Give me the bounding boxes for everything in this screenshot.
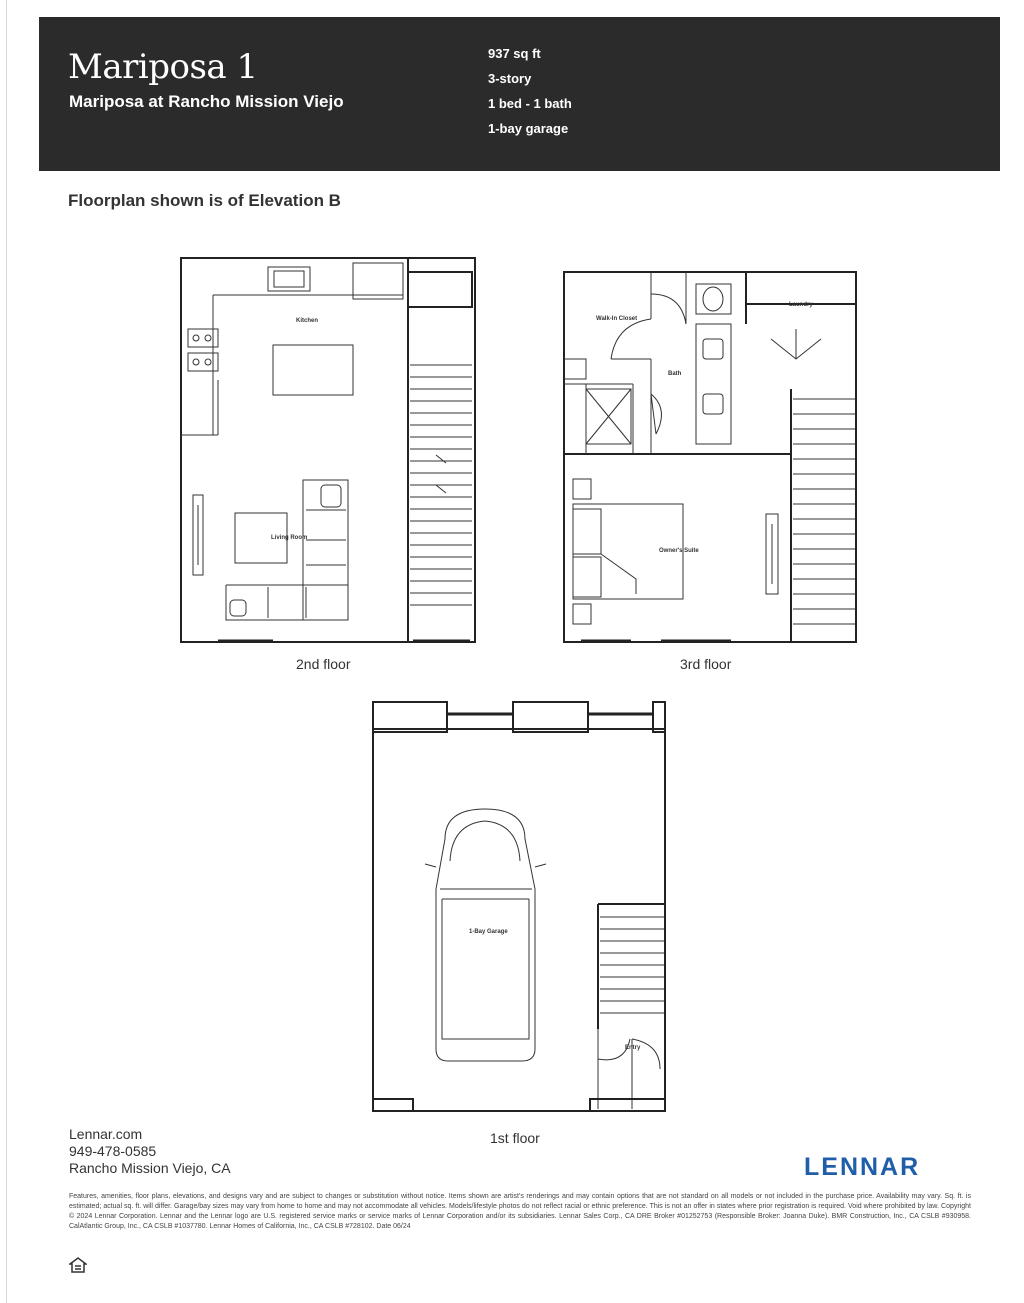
website-link[interactable]: Lennar.com xyxy=(69,1126,143,1142)
plan-specs xyxy=(488,45,572,145)
floor-label-first: 1st floor xyxy=(490,1130,540,1146)
lennar-logo: LENNAR xyxy=(804,1153,921,1181)
spec-garage: 1-bay garage xyxy=(488,121,569,136)
room-garage: 1-Bay Garage xyxy=(469,929,508,935)
room-closet: Walk-In Closet xyxy=(596,316,638,322)
spec-bed-bath: 1 bed - 1 bath xyxy=(488,96,572,111)
header-banner xyxy=(39,17,1000,171)
room-bath: Bath xyxy=(668,371,682,377)
room-laundry: Laundry xyxy=(789,302,813,308)
phone-number[interactable]: 949-478-0585 xyxy=(69,1143,157,1159)
equal-housing-icon xyxy=(69,1256,87,1274)
spec-sqft: 937 sq ft xyxy=(488,46,541,61)
room-entry: Entry xyxy=(625,1045,641,1051)
plan-title: Mariposa 1 xyxy=(68,47,258,87)
floor-label-second: 2nd floor xyxy=(296,656,351,672)
spec-stories: 3-story xyxy=(488,71,532,86)
contact-info xyxy=(69,1126,231,1177)
elevation-note: Floorplan shown is of Elevation B xyxy=(68,191,341,210)
community-name: Mariposa at Rancho Mission Viejo xyxy=(69,92,344,111)
floorplan-third-floor xyxy=(561,269,861,647)
floorplan-second-floor xyxy=(178,255,478,647)
room-living: Living Room xyxy=(271,535,308,541)
room-owners-suite: Owner's Suite xyxy=(659,548,699,554)
room-kitchen: Kitchen xyxy=(296,318,319,324)
floorplan-first-floor xyxy=(370,699,670,1119)
floor-label-third: 3rd floor xyxy=(680,656,732,672)
page-edge xyxy=(6,0,7,1303)
location-text: Rancho Mission Viejo, CA xyxy=(69,1160,231,1176)
legal-disclaimer: Features, amenities, floor plans, elevations, and designs vary and are subject to changes or substitution without notice. Items shown are artist's renderings and may contain options that are not standard on all models or not included in the purchase price. Availability may vary. Sq. ft. is estimated; actual sq. ft. will differ. Garage/bay sizes may vary from home to home and may not accommodate all vehicles. Models/lifestyle photos do not reflect racial or ethnic preference. This is not an offer in states where prior registration is required. Void where prohibited by law. Copyright © 2024 Lennar Corporation. Lennar and the Lennar logo are U.S. registered service marks or service marks of Lennar Corporation and/or its subsidiaries. Lennar Sales Corp., CA DRE Broker #01252753 (Responsible Broker: Joanna Duke). BMR Construction, Inc., CA CSLB #930958. CalAtlantic Group, Inc., CA CSLB #1037780. Lennar Homes of California, Inc., CA CSLB #728102. Date 06/24 xyxy=(69,1193,971,1230)
